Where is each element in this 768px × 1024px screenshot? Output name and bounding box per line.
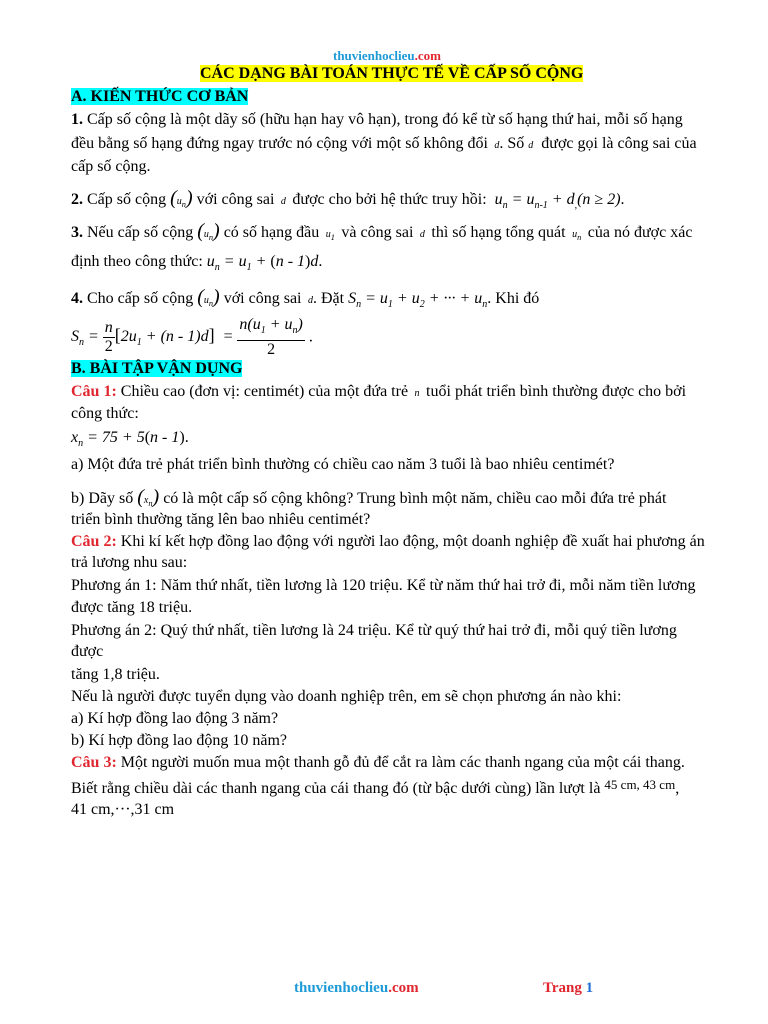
math-n: n <box>412 388 423 399</box>
q1-label: Câu 1: <box>71 383 117 400</box>
q1-text2: công thức: <box>71 405 139 422</box>
q1-text-b1a: b) Dãy số <box>71 490 134 507</box>
q2-text7: tăng 1,8 triệu. <box>71 666 160 683</box>
q1-line2 <box>71 404 139 424</box>
section-a-text: A. KIẾN THỨC CƠ BẢN <box>71 88 249 105</box>
k1-num: 1. <box>71 111 83 128</box>
page-num: 1 <box>585 980 594 996</box>
k3-text-b: có số hạng đầu <box>223 224 320 241</box>
k3-line2: định theo công thức: $u_n = u_1 + (n - 1)d$. <box>71 253 323 274</box>
q3-values-start: 45 cm, 43 cm <box>604 777 676 792</box>
q3-text2: Biết rằng chiều dài các thanh ngang của cái thang đó (từ bậc dưới cùng) lần lượt là <box>71 780 601 797</box>
k4-num: 4. <box>71 290 83 307</box>
math-xn-seq: $(x_n)$ <box>137 486 160 508</box>
math-general-term: $u_n = u_1 + (n - 1)d$ <box>206 253 319 274</box>
k2-line: 2. Cấp số cộng $(u_n)$ với công sai d được cho bởi hệ thức truy hồi: $u_n = u_{n-1} + d_,(n \ge 2)$. <box>71 187 625 212</box>
k4-text-b: với công sai <box>223 290 302 307</box>
page-word: Trang <box>543 980 582 996</box>
q2-label: Câu 2: <box>71 533 117 550</box>
k4-text-d: . Khi đó <box>487 290 540 307</box>
math-recurrence: $u_n = u_{n-1} + d_,(n \ge 2)$ <box>490 191 621 212</box>
q3-label: Câu 3: <box>71 754 117 771</box>
q2-text9: a) Kí hợp đồng lao động 3 năm? <box>71 710 279 727</box>
q2-line9 <box>71 709 278 729</box>
q1-text-b2: triển bình thường tăng lên bao nhiêu centimét? <box>71 511 371 528</box>
q3-line3 <box>71 800 174 820</box>
q1-text1: Chiều cao (đơn vị: centimét) của một đứa trẻ <box>116 383 409 400</box>
k2-text-a: Cấp số cộng <box>83 191 167 208</box>
k3-text-f: định theo công thức: <box>71 253 203 270</box>
math-d: d <box>278 196 289 207</box>
k3-text-a: Nếu cấp số cộng <box>83 224 194 241</box>
q2-line3 <box>71 576 695 596</box>
section-a-heading <box>71 87 248 107</box>
k2-num: 2. <box>71 191 83 208</box>
q3-line2 <box>71 779 679 799</box>
k1-text2b: . Số <box>499 135 525 152</box>
q2-line1 <box>71 532 705 552</box>
math-xn-formula: $x_n = 75 + 5(n - 1)$ <box>71 429 185 450</box>
section-b-text: B. BÀI TẬP VẬN DỤNG <box>71 360 243 377</box>
site-name: thuvienhoclieu <box>333 48 415 63</box>
k4-line1 <box>71 287 539 315</box>
q2-line6 <box>71 642 103 662</box>
math-d: d <box>528 140 534 151</box>
k2-text-c: được cho bởi hệ thức truy hồi: <box>292 191 487 208</box>
q1-formula: $x_n = 75 + 5(n - 1)$. <box>71 429 189 450</box>
k4-formula: $S_n$ = $\frac{n}{2}$ $[2u_1 + (n - 1)d]$ = $\frac{n(u_1 + u_n)}{2}$ . <box>71 316 313 359</box>
k3-num: 3. <box>71 224 83 241</box>
math-u1: $u_1$ <box>323 229 335 242</box>
q2-text1: Khi kí kết hợp đồng lao động với người lao động, một doanh nghiệp đề xuất hai phương án <box>116 533 705 550</box>
q2-text5: Phương án 2: Quý thứ nhất, tiền lương là 24 triệu. Kể từ quý thứ hai trở đi, mỗi quý tiền lương <box>71 622 677 639</box>
math-sum-formula: $S_n$ = $\frac{n}{2}$ $[2u_1 + (n - 1)d]$ = $\frac{n(u_1 + u_n)}{2}$ <box>71 316 303 359</box>
k3-text-c: và công sai <box>341 224 414 241</box>
site-domain: .com <box>414 48 441 63</box>
q3-values-end: 41 cm,···,31 cm <box>71 801 175 818</box>
math-un: $(u_n)$ <box>197 286 220 308</box>
footer-site[interactable] <box>294 980 419 997</box>
q2-line7 <box>71 665 160 685</box>
q2-text8: Nếu là người được tuyển dụng vào doanh nghiệp trên, em sẽ chọn phương án nào khi: <box>71 688 622 705</box>
math-d: d <box>305 295 313 306</box>
k3-text-d: thì số hạng tổng quát <box>431 224 566 241</box>
q1-part-b2 <box>71 510 370 530</box>
k1-line2 <box>71 134 697 156</box>
q2-text6: được <box>71 643 104 660</box>
k3-text-e: của nó được xác <box>587 224 693 241</box>
q2-text3: Phương án 1: Năm thứ nhất, tiền lương là 120 triệu. Kể từ năm thứ hai trở đi, mỗi năm tiền lương <box>71 577 696 594</box>
math-d: d <box>417 229 428 240</box>
q2-line4 <box>71 598 192 618</box>
k1-text2c: được gọi là công sai của <box>541 135 697 152</box>
k1-line1 <box>71 110 683 130</box>
k4-text-c: . Đặt <box>313 290 345 307</box>
q1-text1b: tuổi phát triển bình thường được cho bởi <box>426 383 687 400</box>
q2-text10: b) Kí hợp đồng lao động 10 năm? <box>71 732 287 749</box>
q2-text4: được tăng 18 triệu. <box>71 599 193 616</box>
math-sn-def: $S_n = u_1 + u_2$ + ··· + $u_n$ <box>348 290 488 311</box>
q3-text1: Một người muốn mua một thanh gỗ đủ để cắt ra làm các thanh ngang của một cái thang. <box>116 754 685 771</box>
k3-line1 <box>71 221 692 248</box>
q3-line1 <box>71 753 685 773</box>
k2-text-b: với công sai <box>196 191 275 208</box>
footer-site-name: thuvienhoclieu <box>294 980 389 996</box>
math-d: d <box>491 140 500 151</box>
k4-text-a: Cho cấp số cộng <box>83 290 194 307</box>
header-site[interactable] <box>333 48 441 64</box>
q2-line2 <box>71 553 187 573</box>
math-un: $(u_n)$ <box>197 220 220 242</box>
k1-line3 <box>71 157 151 177</box>
k1-text1: Cấp số cộng là một dãy số (hữu hạn hay vô hạn), trong đó kể từ số hạng thứ hai, mỗi số hạng <box>83 111 683 128</box>
math-un-term: $u_n$ <box>569 229 582 242</box>
page-title <box>200 64 583 84</box>
q2-line10 <box>71 731 287 751</box>
q1-text-a: a) Một đứa trẻ phát triển bình thường có chiều cao năm 3 tuổi là bao nhiêu centimét? <box>71 456 615 473</box>
q1-line1 <box>71 382 686 404</box>
q1-text-b1b: có là một cấp số cộng không? Trung bình một năm, chiều cao mỗi đứa trẻ phát <box>163 490 667 507</box>
math-un: $(u_n)$ <box>170 187 193 209</box>
q2-text2: trả lương nhu sau: <box>71 554 188 571</box>
q2-line8 <box>71 687 621 707</box>
footer-site-domain: .com <box>388 980 419 996</box>
k1-text3: cấp số cộng. <box>71 158 151 175</box>
k1-text2a: đều bằng số hạng đứng ngay trước nó cộng với một số không đổi <box>71 135 488 152</box>
q1-part-a <box>71 455 614 475</box>
section-b-heading <box>71 359 242 379</box>
q3-comma: , <box>675 780 680 797</box>
title-text: CÁC DẠNG BÀI TOÁN THỰC TẾ VỀ CẤP SỐ CỘNG <box>200 65 584 82</box>
q2-line5 <box>71 621 677 641</box>
page-number <box>543 980 593 997</box>
